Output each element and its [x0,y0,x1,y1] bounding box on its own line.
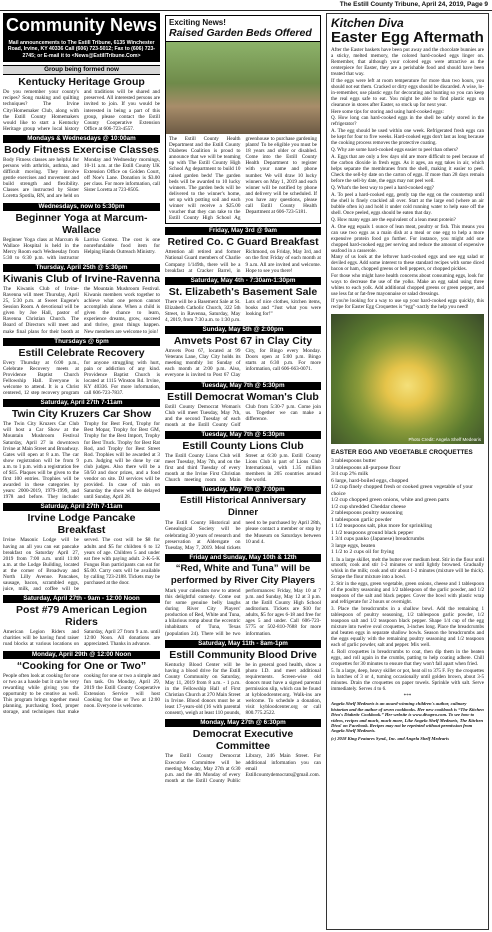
event-date-bar: Friday and Sunday, May 10th & 12th [165,554,321,562]
kitchen-diva-headline: Easter Egg Aftermath [331,29,484,46]
event-item [165,227,321,273]
recipe-title: EASTER EGG AND VEGETABLE CROQUETTES [331,449,473,457]
event-item [165,326,321,378]
community-news-title: Community News [3,13,160,38]
page-header [0,0,492,11]
ingredients-list [327,458,488,556]
event-headline: Estill County Lions Club [182,439,304,452]
body-paragraph: A. The egg should be used within one week. Refrigerated fresh eggs can be kept for four to five weeks. Hard-cooked eggs don't last as long because the cooking process removes the protective coating. [331,128,484,147]
event-date-bar: Group being formed now [3,65,160,75]
event-headline: Kiwanis Club of Irvine-Ravenna [3,272,160,285]
photo-credit: Photo Credit: Angela Shelf Medearis [408,437,481,443]
separator: *** [403,692,412,699]
event-body: Body Fitness classes are helpful for persons with arthritis, asthma, and difficult moving. They involve gentle exercises and movement and build strength and flexibility. Classes are instructed by Sister Loretta Spotila, RN, and are held on Monday and Wednesday mornings, 10-11 a.m. at the Estill County UK Extension Office on Golden Court, off Noe's Lane. Donation is $3.00 per class. For more information, call Sister Loretta at 723-8505. [3,156,160,200]
ingredient: 3 tablespoons butter [331,458,377,465]
garden-bed-photo [166,42,320,134]
event-body: American Legion Riders and charities will be having fund raiser road blocks at various locations on Saturday, April 27 from 9 a.m. until 12:00 Noon. All donations are appreciated. Thanks in advance. [3,629,160,648]
ingredient: 2 tablespoons poultry seasoning [331,510,403,517]
body-paragraph: Q. Why are some hard-cooked eggs easier to peel than others? [331,147,459,154]
event-body: The Estill County Historical and Genealogical Society will be celebrating 30 years of research and preservation at Aldersgate on Tuesday, May 7, 2019. Meal tickets need to be purchased by April 28th, please contact a member or stop by the Museum on Saturdays between 10 and 4. [165,520,321,551]
ingredient: 6 large, hard-boiled eggs, chopped [331,477,409,484]
event-body: The Twin City Kruzers Car Club will host a Car Show at the Mountain Mushroom Festival Saturday, April 27 in downtown Irvine at Main Street and Broadway. Gates will open at 8 a.m. The car show registration will be from 9 a.m. to 1 p.m. with a registration fee of $15. Plaques will be given to the first 100 entries. Trophies will be awarded in these categories by years: 2000-2019, 1979-1999, and 1978 and before. They include: Trophy for Best Ford, Trophy for Best Mopar, Trophy for Best GM, Trophy for the Best Import, Trophy for Best Truck. Trophy for Best Rat Rod, and Trophy for Best Street Rod. Trophies will be awarded at 3 p.m. Judging will be done by car club judges. Also there will be a 50/50 and door prizes, and a food vendor on site. DJ services will be provided. In case of rain on Saturday the show will be delayed until Sunday, April 28. [3,421,160,501]
body-paragraph: Q. How many eggs are the equivalent of a lean meat protein? [331,216,456,223]
event-item [165,719,321,783]
header-right: The Estill County Tribune, April 24, 2019, Page 9 [339,1,488,8]
event-body: The Estill County Lions Club will meet Tuesday, May 7th, and on the first and third Tuesday of every month at the Irvine First Christian Church meeting room on Main Street at 6:30 p.m. Estill County Lions Club is part of Lions Club International, with 1.35 million members in 205 countries around the world. [165,452,321,484]
event-item [165,554,321,637]
event-body: Estill County Democrat Woman's Club will meet Tuesday, May 7th, and the second Tuesday of each month at the Estill County Golf Club from 5:30-7 p.m. Come join us. Together we can make a difference. [165,403,321,428]
column-middle [165,13,321,930]
event-body: The Kiwanis Club of Irvine-Ravenna will meet Thursday, April 25, 5:30 p.m. at Sweet Eugene's Session Room. A devotional will be given by Joe Hall, pastor of Ravenna Christian Church. The Board of Directors will meet and make final plans for their booth at the Mountain Mushroom Festival. Kiwanis members work together to achieve what one person cannot accomplish alone. When a child is given the chance to learn, experience dreams, grow, succeed and thrive, great things happen. New members are welcome to join! [3,285,160,335]
event-date-bar: Saturday, April 27th 7-11am [3,503,160,511]
body-paragraph: A. Eggs that are only a few days old are more difficult to peel because of the carbon dioxide in fresh eggs. As it ages, an egg takes in air, which helps separate the membranes from the shell, making it easier to peel. Check the sell-by date on the carton of eggs. If more than 28 days remain before the sell-by date, the eggs may not peel well. [331,154,484,185]
body-paragraph: Q. How long can hard-cooked eggs in the shell be safely stored in the refrigerator? [331,115,484,128]
event-headline: “Cooking for One or Two” [16,659,147,672]
event-headline: Estill Historical Anniversary Dinner [180,495,306,519]
copyright: (c) 2018 King Features Synd., Inc. and Angela Shelf Medearis [331,735,449,741]
body-paragraph: If you're looking for a way to use up your hard-cooked eggs quickly, this recipe for Easter Egg Croquettes is “egg”-xactly the help you need! [331,298,484,311]
body-paragraph: Many of us look at the leftover hard-cooked eggs and see egg salad or deviled eggs. Add some interest to these standard recipes with some diced bacon or ham, chopped greens or bell peppers, or chopped pickles. [331,254,484,273]
ingredient: 1/2 cup shredded Cheddar cheese [331,503,406,510]
event-headline: “Red, White and Tuna” will be performed by River City Players [170,562,316,586]
event-headline: St. Elizabeth's Basement Sale [168,285,318,298]
recipe-step: 3. Place the breadcrumbs in a shallow bowl. Add the remaining 1 tablespoon of poultry seasoning, 1/2 tablespoon garlic powder, 1/2 teaspoon salt and 1/2 teaspoon black pepper. Shape 1/4 cup of the egg mixture into twelve oval croquettes, 3-inches long. Place the breadcrumbs and beaten eggs in separate shallow bowls. Season the breadcrumbs and the eggs equally with the remaining poultry seasoning and 1/2 teaspoon each of garlic powder, salt and pepper. Mix well. [331,606,484,648]
event-body: There will be a Basement Sale at St. Elizabeth Catholic Church, 322 5th Street, in Ravenna, Saturday, May 4, 2019, from 7:30 a.m. to 1:30 p.m. Lots of nice clothes, kitchen items, books and “Just what you were looking for!” [165,298,321,323]
event-item [3,264,160,335]
event-date-bar: Mondays & Wednesdays @ 10:00am [3,135,160,143]
body-paragraph: Here some tips for storing and using hard-cooked eggs: [331,108,444,115]
event-item [165,640,321,717]
ingredient: 3 large eggs, beaten [331,542,376,549]
event-item [3,203,160,261]
event-date-bar: Thursday, April 25th @ 5:30pm [3,264,160,272]
event-headline: Amvets Post 67 in Clay City [173,335,313,348]
garden-beds-body: The Estill County Health Department and the Estill County Diabetes Coalition is proud to announce that we will be teaming up with The Estill County High School Ag department to build 10 raised garden beds! The garden beds will be awarded to 10 lucky winners. The garden beds will be delivered to the winner's home, set up with potting soil and each winner will receive a $25.00 voucher that they can take to the Estill County High School Ag greenhouse to purchase gardening plants! To be eligible you must be 18 years and older or disabled. Come into the Estill County Health Department to register with your name and phone number. We will draw 10 lucky winners on May 1, 2019 and each winner will be notified by phone and delivery will be scheduled. If you have any questions, please call Estill County Health Department at 606-723-5181. [169,136,317,222]
recipe-step: 4. Roll croquettes in breadcrumbs to coat, then dip them in the beaten eggs, and roll again in the crumbs, patting to help coating adhere. Chill croquettes for 30 minutes to ensure that they won't fall apart when fried. [331,648,484,667]
event-date-bar: Sunday, May 5th @ 2:00pm [165,326,321,334]
middle-events-list [165,227,321,784]
event-item [165,431,321,483]
garden-beds-box [165,15,321,224]
event-date-bar: Saturday, April 27th 7-11am [3,399,160,407]
event-body: Mark your calendars now to attend this delightful comedy. Come out for some genuine belly laughs during River City Players' production of Red, White and Tuna, a hilarious romp about the eccentric inhabitants of Tuna, Texas (population 24). There will be two performances: Friday, May 10 at 7 p.m. and Sunday, May 12 at 3 p.m. at the Estill County High School auditorium. Tickets are $10 for adults, $5 for ages 6-18 and free for ages 5 and under. Call 606-723-5775 or 502-810-7688 for more information. [165,587,321,637]
event-date-bar: Tuesday, May 7th @ 7:00pm [165,486,321,494]
body-paragraph: Q. What's the best way to peel a hard-cooked egg? [331,184,434,191]
event-body: Beginner Yoga class at Marcum & Wallace Hospital is held in the Mercy Room each Wednesday from 5:30 to 6:30 p.m. with instructor Larrisa Gomez. The cost is one nonrefundable food item for Helping Hands Outreach Ministry. [3,236,160,261]
author-credit: Angela Shelf Medearis is an award-winning children's author, culinary historian and the author of seven cookbooks. Her new cookbook is “The Kitchen Diva's Diabetic Cookbook.” Her website is www.divapro.com. To see how-to videos, recipes and much, much more, Like Angela Shelf Medearis, The Kitchen Diva! on Facebook. Recipes may not be reprinted without permission from Angela Shelf Medearis. [331,701,484,734]
event-item [165,486,321,550]
ingredient: 1/2 cup finely chopped fresh or cooked green vegetable of your choice [331,484,473,497]
body-paragraph: After the Easter baskets have been put away and the chocolate bunnies are a sticky, melted memory, the colored hard-cooked eggs linger on. Remember, that although your colored eggs were attractive as the centerpiece for Easter, they are a perishable food and should have been treated that way. [331,47,484,77]
community-events-list [3,65,160,715]
body-paragraph: If the eggs were left at room temperature for more than two hours, you should not eat them. Cracked or dirty eggs should be discarded. A wise, lo-in-remember, use plastic eggs for decorating and hunting so you can keep the real eggs safe to eat. You might be able to find plastic eggs on clearance in stores after Easter, so stock up for next year. [331,77,484,108]
ingredient: 1 tablespoon garlic powder [331,516,392,523]
event-item [3,399,160,500]
event-date-bar: Saturday, April 27th - 9am - 12:00 Noon [3,595,160,603]
ingredient: 1/2 cup chopped green onions, white and green parts [331,497,449,504]
event-body: Irvine Masonic Lodge will be having an all you can eat pancake breakfast on Saturday April 27, 2019 from 7:00 a.m. until 11:00 a.m. at the Lodge Building, located at the corner of Broadway and North Lilly Avenue. Pancakes, sausage, bacon, scrambled eggs, juice, milk, and coffee will be served. The cost will be $8 for adults and $5 for children 6 to 12 years of age. Children 5 and under eat free with paying adult. 2-K-5-K Fungus Run participants can eat for $5.00. Carry outs will be available by calling 723-2188. Tickets may be purchased at the door. [3,537,160,593]
ingredient: 1 1/2 teaspoons salt, plus more for sprinkling [331,523,432,530]
ingredient: 1 1/2 to 2 cups oil for frying [331,549,395,556]
event-headline: Estill Celebrate Recovery [18,346,145,359]
event-date-bar: Monday, May 27th @ 6:30pm [165,719,321,727]
event-body: The Estill County Democrat Executive Committee will be meeting Monday, May 27th at 6:30 p.m. and the 4th Monday of every month at the Estill County Public Library, 246 Main Street. For additional information you can email Estillcountydemocrats@gmail.com. [165,753,321,784]
event-date-bar: Wednesdays, now to 5:30pm [3,203,160,211]
event-item [165,277,321,323]
event-item [3,595,160,647]
recipe-steps [327,558,488,693]
ingredient: 1 1/2 teaspoons ground black pepper [331,529,414,536]
event-item [3,65,160,132]
ingredient: 3 tablespoons all-purpose flour [331,464,401,471]
event-headline: Beginner Yoga at Marcum-Wallace [15,211,148,236]
event-date-bar: Tuesday, May 7th @ 5:30pm [165,382,321,390]
exciting-news-label: Exciting News! [169,18,226,27]
event-body: Attention all retired and former National Guard members of Charlie Company 1/149th, there will be a breakfast at Cracker Barrel, in Richmond, on Friday, May 3rd, and on the first Friday of each month at 9 a.m. All are invited and welcome. Hope to see you there! [165,249,321,274]
event-headline: Estill Democrat Woman's Club [167,390,319,403]
community-news-info: Mail announcements to The Estill Tribune, 6135 Winchester Road, Irvine, KY 40336 Call (606) 723-5012; Fax to (606) 723-2745; or E-mail it to <News@EstillTribune.Com> [3,38,160,62]
event-headline: Retired Co. C Guard Breakfast [167,236,319,249]
event-body: People often look at cooking for one or two as a hassle but it can be very rewarding while giving you the opportunity to be creative as well. This program brings together meal planning, purchasing food, proper storage, and techniques that make cooking for one or two a simple and fun task. On Monday, April 29, 2019 the Estill County Cooperative Extension Service will host Cooking for One or Two at 12:00 noon. Everyone is welcome. [3,672,160,716]
column-community-news [3,13,160,930]
croquettes-photo [331,314,484,444]
event-headline: Democrat Executive Committee [192,728,294,753]
event-date-bar: Tuesday, May 7th @ 5:30pm [165,431,321,439]
event-headline: Twin City Kruzers Car Show [11,408,152,421]
body-paragraph: A. To peel a hard-cooked egg, gently tap the egg on the countertop until the shell is finely crackled all over. Start at the large end (where an air bubble often is) and hold it under cold running water to help ease off the shell. Once peeled, eggs should be eaten that day. [331,191,484,216]
body-paragraph: A. One egg equals 1 ounce of lean meat, poultry or fish. This means you can use two eggs as a main dish at a meal or one egg to help a more expensive protein food go further. For instance, you might add one chopped hard-cooked egg per serving and reduce the amount of expensive seafood in a casserole. [331,223,484,254]
event-item [3,651,160,716]
garden-beds-headline: Raised Garden Beds Offered [166,27,320,42]
event-headline: Irvine Lodge Pancake Breakfast [27,512,136,537]
event-headline: Post #79 American Legion Riders [16,604,147,629]
kitchen-diva-label: Kitchen Diva [331,16,404,30]
event-date-bar: Thursdays @ 6pm [3,338,160,346]
event-item [3,503,160,592]
event-body: Every Thursday at 6:00 p.m., Celebrate Recovery meets at Providence Baptist Church Fellowship Hall. Everyone is welcome to attend. It is a Christ centered, 12 step recovery program for anyone struggling with hurt, pain or addiction of any kind. Providence Baptist Church is located at 1115 Winston Rd. Irvine, KY 40336. For more information, call 606-723-7837. [3,359,160,397]
event-date-bar: Monday, April 29th @ 12:00 Noon [3,651,160,659]
event-headline: Estill Community Blood Drive [169,648,317,661]
event-body: Do you remember your county's recipes? Song making and quilting techniques? The Irvine City/Homemaker Club, along with the Estill County Homemakers would like to start a Kentucky Heritage group where local history and traditions will be shared and preserved. All interested persons are invited to join. If you would be interested in being a part of this group, please contact the Estill County Cooperative Extension Office at 606-723-4557. [3,89,160,132]
ingredient: 3/4 cup 2% milk [331,471,369,478]
event-date-bar: Friday, May 3rd @ 9am [165,227,321,235]
recipe-step: 5. In a large, deep, heavy skillet or pot, heat oil to 375 F. Fry the croquettes in batches of 3 or 4, turning occasionally until golden brown, about 3-5 minutes. Drain the croquettes on paper towels. Sprinkle with salt. Serve immediately. Serves 4 to 6. [331,667,484,692]
column-kitchen-diva [326,13,489,930]
event-date-bar: Saturday, May 4th - 7:30am-1:30pm [165,277,321,285]
recipe-step: 1. In a large skillet, melt the butter over medium heat. Stir in the flour until smooth; cook and stir 1-2 minutes or until lightly browned. Gradually whisk in the milk; cook and stir about 1-2 minutes (mixture will be thick). Scrape the flour mixture into a bowl. [331,556,484,581]
event-item [3,338,160,397]
event-body: Kentucky Blood Center will be having a blood drive for the Estill County Community on Saturday, May 11, 2019 from 8 a.m. - 1 p.m. in the Fellowship Hall of First Christian Church at 270 Main Street in Irvine. Blood donors must be at least 17-years-old (16 with parental consent), weigh at least 110 pounds, be in general good health, show a photo I.D. and meet additional requirements. Screen-wise old donors must have a signed parental permission slip, which can be found at kybloodcenter.org. Walk-ins are welcome. To schedule a donation, visit kybloodcenter.org or call 800.775.2522. [165,661,321,717]
event-item [165,382,321,428]
event-body: Amvets Post 67, located at 99 Veterans Lane, Clay City holds its meeting monthly 1st Sunday of each month at 2:00 p.m. Also, everyone is invited to Post 67 Clay City, for Bingo every Monday. Doors open at 5:00 p.m. Bingo starts at 6:30 p.m. For more information, call 606-663-0071. [165,348,321,379]
event-date-bar: Saturday, May 11th - 8am-1pm [165,640,321,648]
recipe-step: 2. Stir in the eggs, green vegetable, green onions, cheese and 1 tablespoon of the poultry seasoning and 1/2 tablespoon of the garlic powder, and 1/2 teaspoon of the salt and black pepper. Cover the bowl with plastic wrap and refrigerate for 2 hours or overnight. [331,581,484,606]
event-headline: Kentucky Heritage Group [18,76,145,89]
kitchen-diva-body [327,48,488,311]
event-headline: Body Fitness Exercise Classes [4,143,159,156]
event-item [3,135,160,200]
body-paragraph: For those who might have health concerns about consuming eggs, look for ways to decrease the use of the yolks. Make an egg salad using three whites to each yolk. Add additional chopped greens or green pepper, and use less fat or fat-free mayonnaise or salad dressings. [331,273,484,298]
ingredient: 1 3/4 cups panko (Japanese) breadcrumbs [331,536,425,543]
